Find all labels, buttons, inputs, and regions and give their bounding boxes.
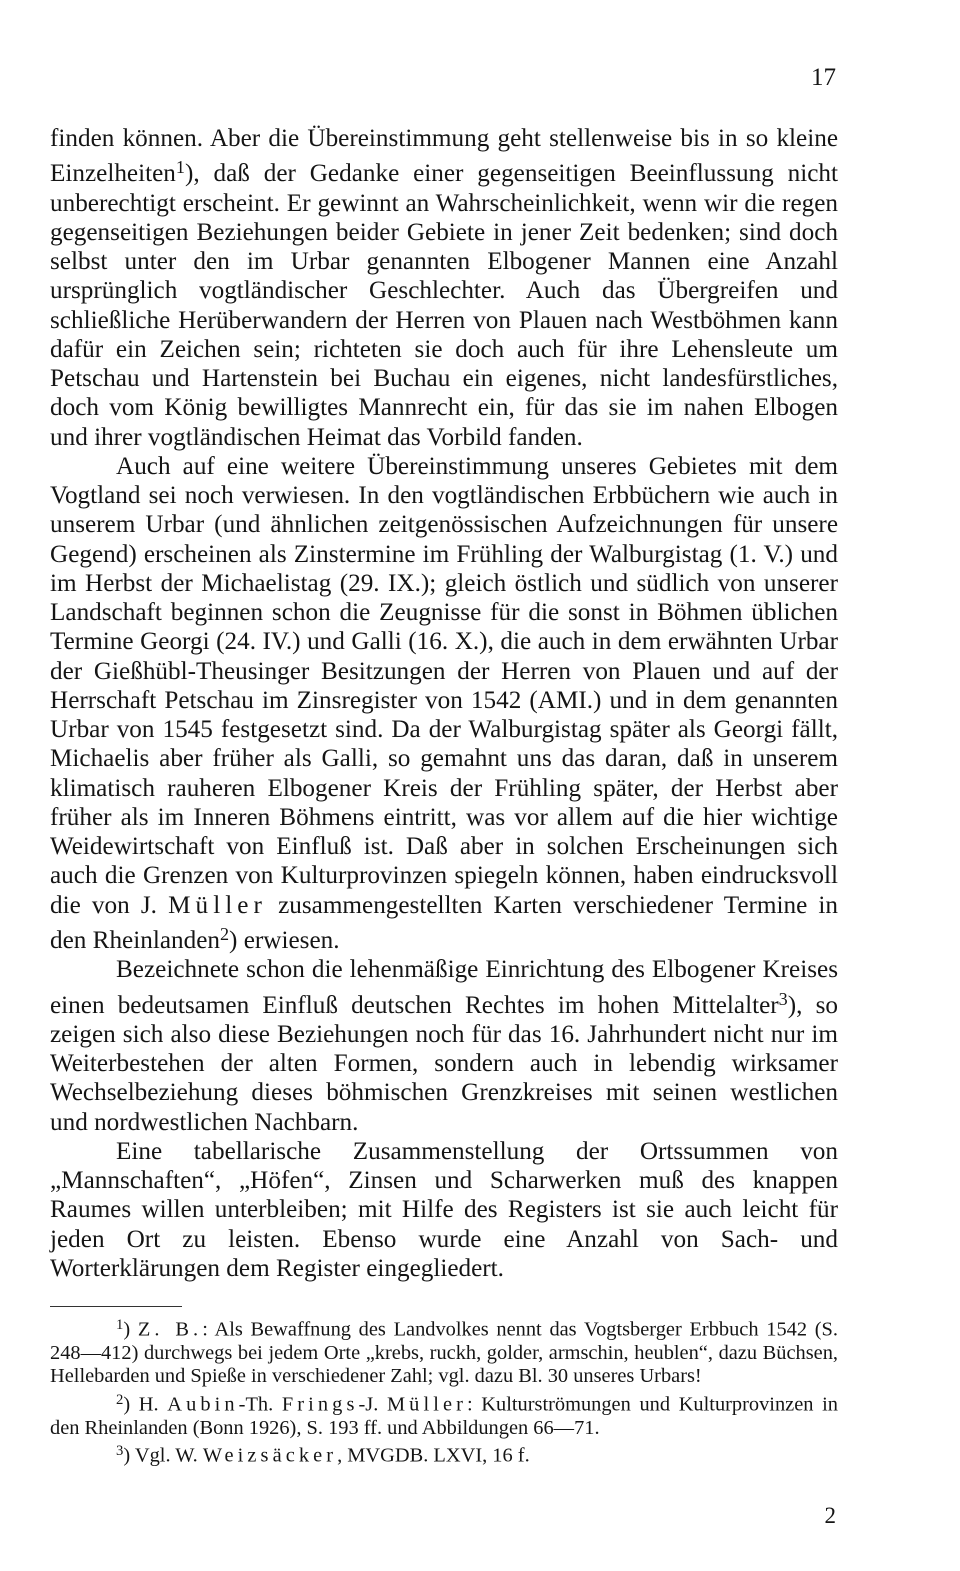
paragraph [50, 124, 838, 452]
footnote [50, 1389, 838, 1440]
author-name: Müller [168, 891, 267, 919]
footnotes [50, 1314, 838, 1468]
footnote-text: -Th. [238, 1393, 282, 1416]
paragraph [50, 955, 838, 1137]
author-name: Müller [386, 1393, 467, 1416]
paragraph-text: ), so zeigen sich also diese Beziehungen noch für das 16. Jahrhundert nicht nur im Weiterbestehen der alten Formen, sondern auch in lebendig wirksamer Wechselbeziehung dieses böhmischen Grenzkreises mit seinen westlichen und nordwestlichen Nachbarn. [50, 991, 838, 1136]
footnote [50, 1440, 838, 1468]
paragraph: Eine tabellarische Zusammenstellung der Ortssummen von „Mannschaften“, „Höfen“, Zinsen und Scharwerken muß des knappen Raumes willen unterbleiben; mit Hilfe des Registers ist sie auch leicht für jeden Ort zu leisten. Ebenso wurde eine Anzahl von Sach- und Worterklärungen dem Register eingegliedert. [50, 1137, 838, 1282]
signature-mark: 2 [824, 1503, 836, 1528]
footnote-text: : Kulturströmungen und Kulturprovinzen in den Rheinlanden (Bonn 1926), S. 193 ff. und Abbildungen 66—71. [50, 1393, 838, 1439]
paragraph-text: ), daß der Gedanke einer gegenseitigen Beeinflussung nicht unberechtigt erscheint. Er gewinnt an Wahrscheinlichkeit, wenn wir die regen gegenseitigen Beziehungen beider Gebiete in jener Zeit bedenken; sind doch selbst unter den im Urbar genannten Elbogener Mannen eine Anzahl ursprünglich vogtländischer Geschlechter. Auch das Übergreifen und schließliche Herüberwandern der Herren von Plauen nach Westböhmen kann dafür ein Zeichen sein; richteten sie doch auch für ihre Lehensleute um Petschau und Hartenstein bei Buchau ein eigenes, nicht landesfürstliches, doch vom König bewilligtes Mannrecht ein, für das sie im nahen Elbogen und ihrer vogtländischen Heimat das Vorbild fanden. [50, 160, 838, 451]
paragraph-text: Bezeichnete schon die lehenmäßige Einrichtung des Elbogener Kreises einen bedeutsamen Einfluß deutschen Rechtes im hohen Mittelalter [50, 956, 838, 1019]
paragraph-text: ) erwiesen. [229, 927, 340, 955]
paragraph-text: Auch auf eine weitere Übereinstimmung unseres Gebietes mit dem Vogtland sei noch verwiesen. In den vogtländischen Erbbüchern wie auch in unserem Urbar (und ähnlichen zeitgenössischen Aufzeichnungen für unsere Gegend) erscheinen als Zinstermine im Frühling der Walburgistag (1. V.) und im Herbst der Michaelistag (29. IX.); gleich östlich und südlich von unserer Landschaft beginnen schon die Zeugnisse für die sonst in Böhmen üblichen Termine Georgi (24. IV.) und Galli (16. X.), die auch in dem erwähnten Urbar der Gießhübl-Theusinger Besitzungen der Herren von Plauen und auf der Herrschaft Petschau im Zinsregister von 1542 (AMI.) und in dem genannten Urbar von 1545 festgesetzt sind. Da der Walburgistag später als Georgi fällt, Michaelis aber früher als Galli, so gemahnt uns das daran, daß in unserem klimatisch rauheren Elbogener Kreis der Frühling später, der Herbst aber früher als im Inneren Böhmens eintritt, was vor allem auf die hier wichtige Weidewirtschaft von Einfluß ist. Daß aber in solchen Erscheinungen sich auch die Grenzen von Kulturprovinzen spiegeln können, haben eindrucksvoll die von J. [50, 452, 838, 919]
paragraph-text: zusammengestellten Karten verschiedener Termine in den Rheinlanden [50, 891, 838, 955]
main-text [50, 124, 838, 1283]
footnote [50, 1314, 838, 1389]
footnote-separator [50, 1306, 182, 1307]
footnote-number: 1 [116, 1317, 124, 1333]
footnote-text: ) Vgl. W. [123, 1444, 203, 1467]
paragraph [50, 452, 838, 955]
footnote-number: 2 [116, 1391, 124, 1408]
footnote-text: -J. [358, 1393, 387, 1416]
footnote-text: ) [123, 1318, 138, 1341]
footnote-reference: 3 [778, 988, 788, 1009]
footnote-text: : Als Bewaffnung des Landvolkes nennt das Vogtsberger Erbbuch 1542 (S. 248—412) durchwegs bei jedem Orte „krebs, ruckh, golder, armschin, heublen“, dazu Büchsen, Hellebarden und Spieße in verschiedener Zahl; vgl. dazu Bl. 30 unseres Urbars! [50, 1318, 838, 1388]
paragraph-text: finden können. Aber die Übereinstimmung geht stellenweise bis in so kleine Einzelheiten [50, 125, 838, 188]
page-number: 17 [811, 64, 836, 91]
footnote-text: ) H. [123, 1393, 168, 1416]
footnote-text: , MVGDB. LXVI, 16 f. [337, 1444, 530, 1467]
footnote-number: 3 [116, 1443, 124, 1460]
author-name: Frings [281, 1393, 359, 1416]
footnote-reference: 1 [175, 157, 185, 178]
footnote-abbreviation: Z. B. [137, 1318, 203, 1341]
footnote-reference: 2 [219, 923, 230, 944]
author-name: Weizsäcker [202, 1444, 338, 1467]
author-name: Aubin [167, 1393, 239, 1416]
